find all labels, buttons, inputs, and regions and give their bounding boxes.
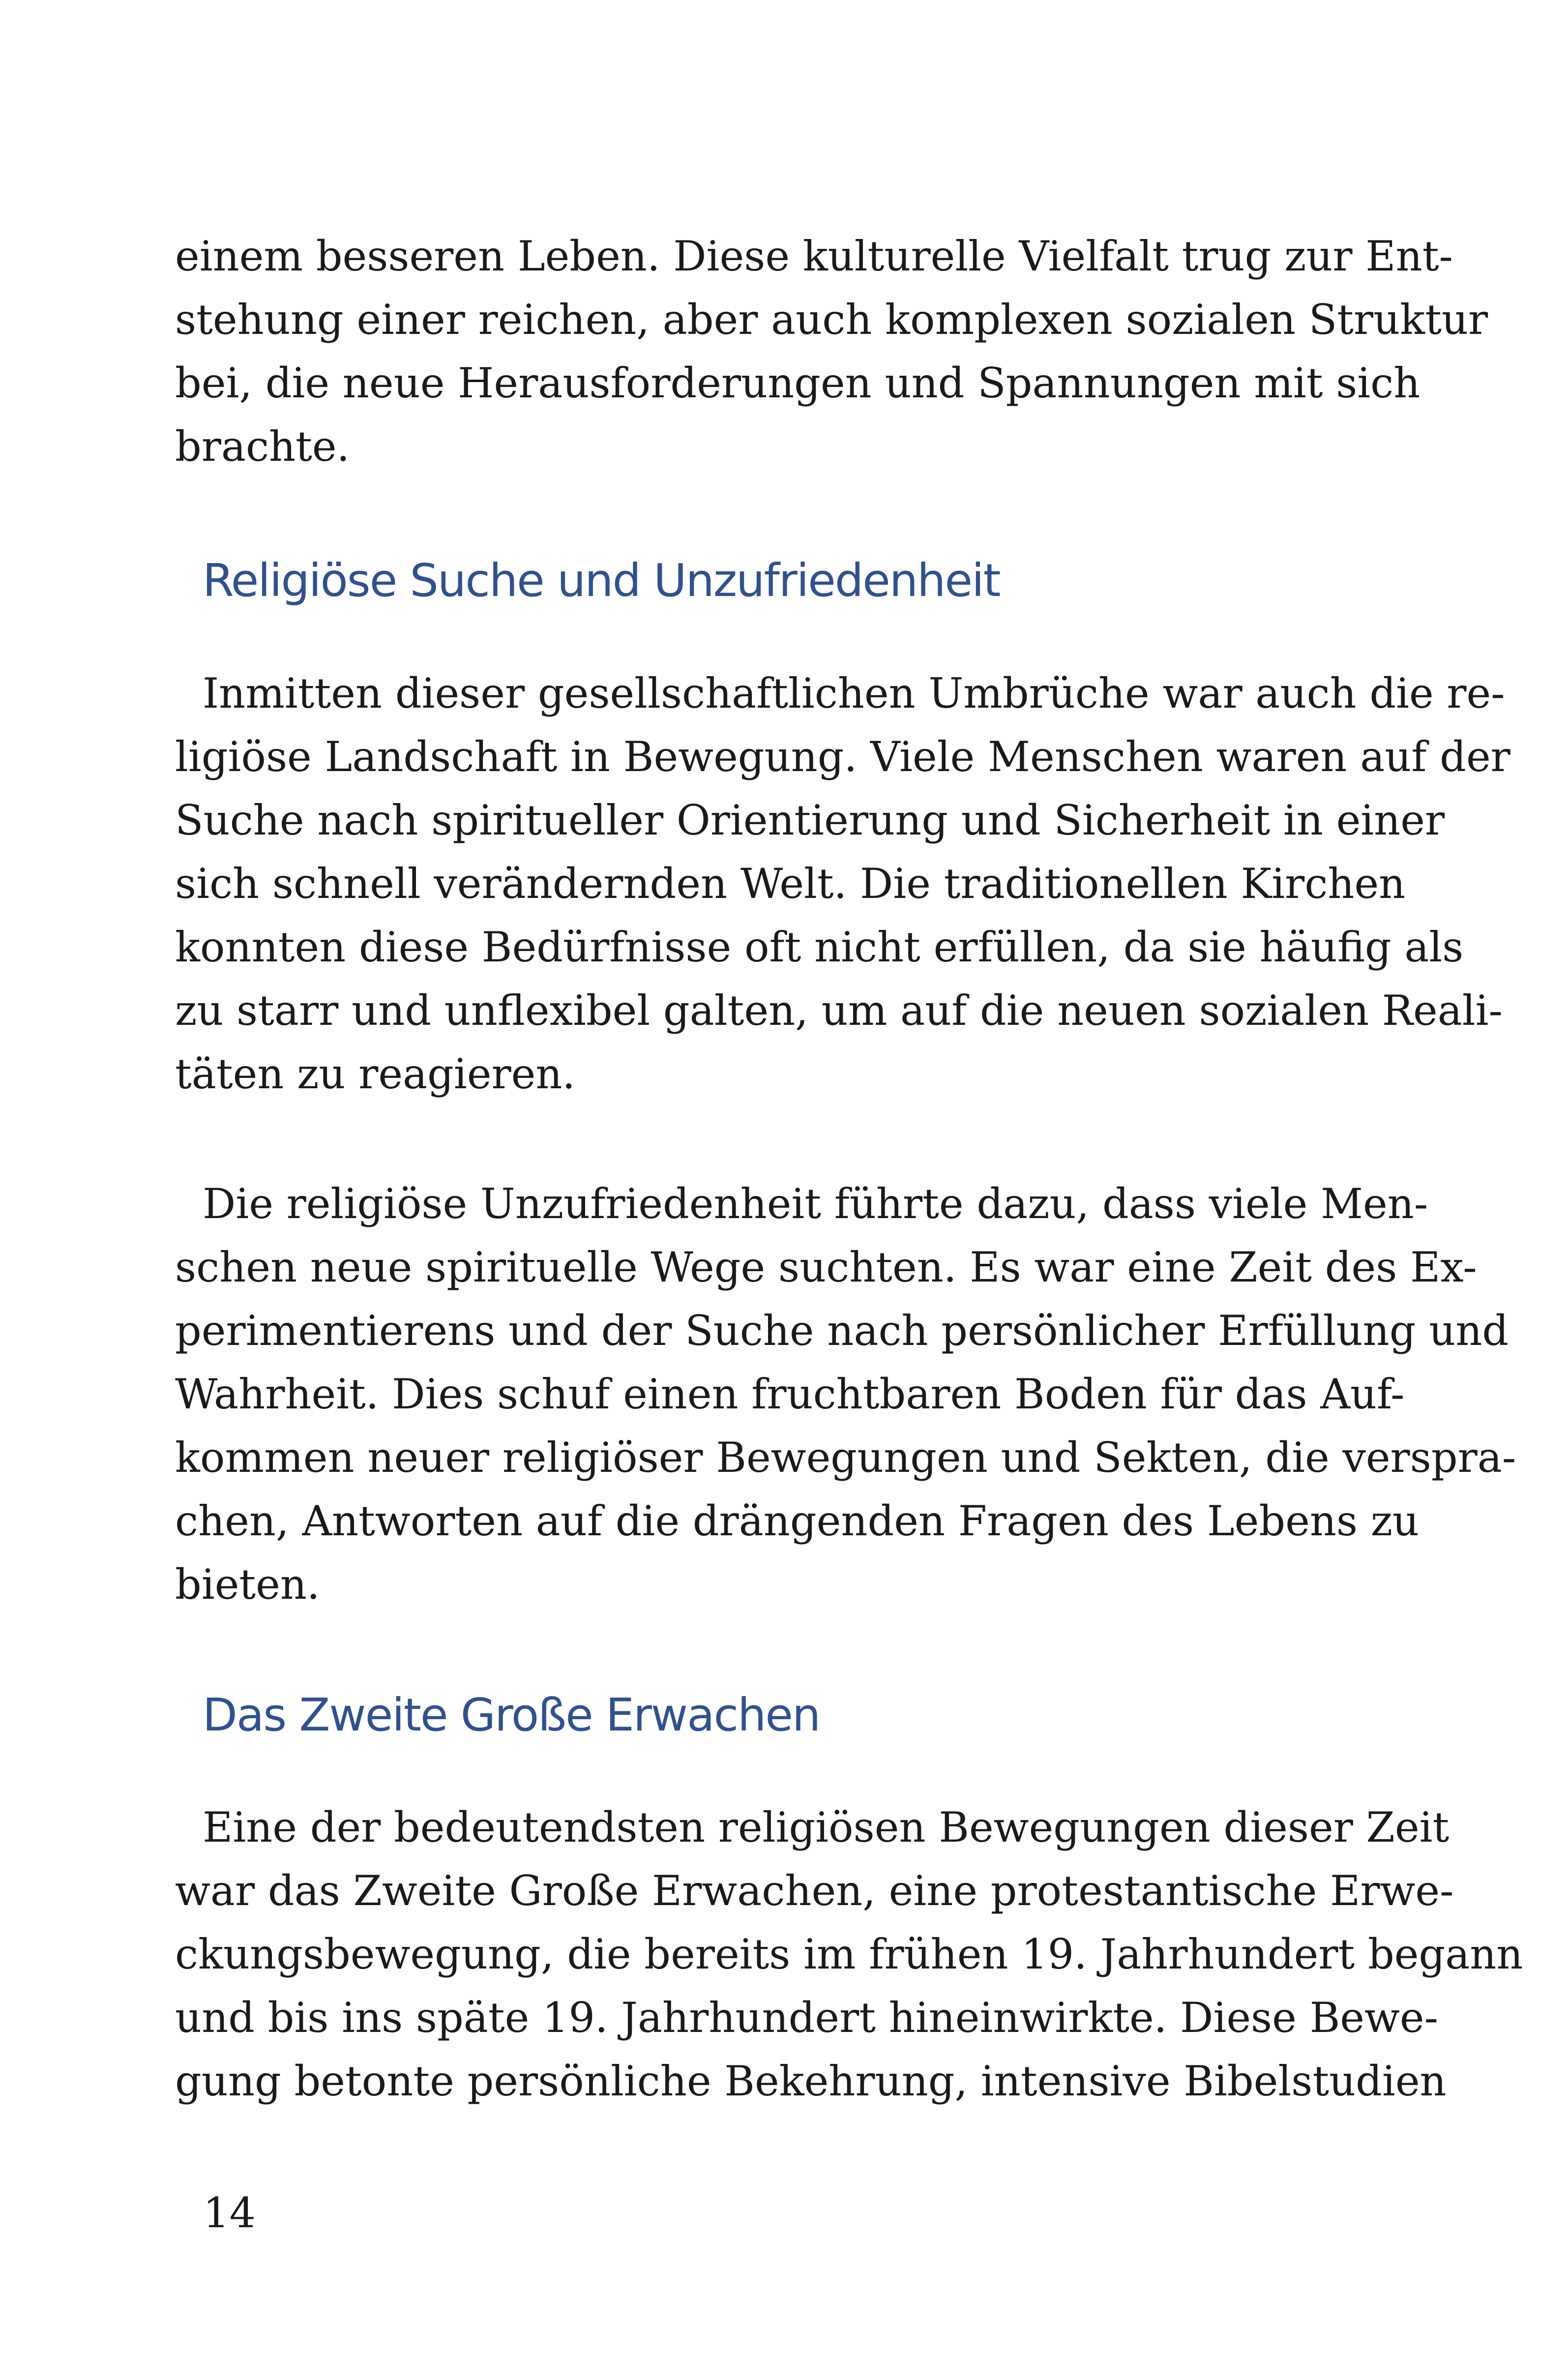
paragraph-1-line-4: brachte. — [175, 422, 350, 471]
paragraph-3-line-1: Die religiöse Unzufriedenheit führte dazu, dass viele Men- — [203, 1180, 1428, 1228]
section-heading-second-great-awakening: Das Zweite Große Erwachen — [203, 1689, 820, 1741]
paragraph-4-line-3: ckungsbewegung, die bereits im frühen 19. Jahrhundert begann — [175, 1930, 1523, 1978]
paragraph-2-line-7: täten zu reagieren. — [175, 1050, 576, 1098]
page-number: 14 — [203, 2189, 256, 2237]
paragraph-4-line-1: Eine der bedeutendsten religiösen Bewegungen dieser Zeit — [203, 1803, 1450, 1851]
paragraph-4-line-5: gung betonte persönliche Bekehrung, intensive Bibelstudien — [175, 2057, 1447, 2105]
paragraph-4-line-4: und bis ins späte 19. Jahrhundert hineinwirkte. Diese Bewe- — [175, 1994, 1439, 2042]
paragraph-3-line-4: Wahrheit. Dies schuf einen fruchtbaren Boden für das Auf- — [175, 1370, 1405, 1418]
paragraph-2-line-2: ligiöse Landschaft in Bewegung. Viele Menschen waren auf der — [175, 733, 1510, 781]
paragraph-2-line-3: Suche nach spiritueller Orientierung und Sicherheit in einer — [175, 796, 1445, 844]
paragraph-3-line-7: bieten. — [175, 1560, 320, 1609]
paragraph-1-line-2: stehung einer reichen, aber auch komplexen sozialen Struktur — [175, 296, 1488, 344]
section-heading-religious-search: Religiöse Suche und Unzufriedenheit — [203, 554, 1000, 607]
paragraph-1-line-3: bei, die neue Herausforderungen und Spannungen mit sich — [175, 359, 1420, 407]
paragraph-2-line-6: zu starr und unflexibel galten, um auf die neuen sozialen Reali- — [175, 986, 1503, 1035]
paragraph-2-line-1: Inmitten dieser gesellschaftlichen Umbrüche war auch die re- — [203, 669, 1505, 717]
paragraph-2-line-4: sich schnell verändernden Welt. Die traditionellen Kirchen — [175, 860, 1406, 908]
paragraph-3-line-3: perimentierens und der Suche nach persönlicher Erfüllung und — [175, 1307, 1509, 1355]
paragraph-3-line-6: chen, Antworten auf die drängenden Fragen des Lebens zu — [175, 1497, 1420, 1545]
paragraph-3-line-5: kommen neuer religiöser Bewegungen und Sekten, die verspra- — [175, 1433, 1516, 1482]
paragraph-4-line-2: war das Zweite Große Erwachen, eine protestantische Erwe- — [175, 1867, 1454, 1915]
paragraph-1-line-1: einem besseren Leben. Diese kulturelle Vielfalt trug zur Ent- — [175, 232, 1453, 280]
paragraph-2-line-5: konnten diese Bedürfnisse oft nicht erfüllen, da sie häufig als — [175, 923, 1464, 971]
paragraph-3-line-2: schen neue spirituelle Wege suchten. Es war eine Zeit des Ex- — [175, 1243, 1477, 1291]
